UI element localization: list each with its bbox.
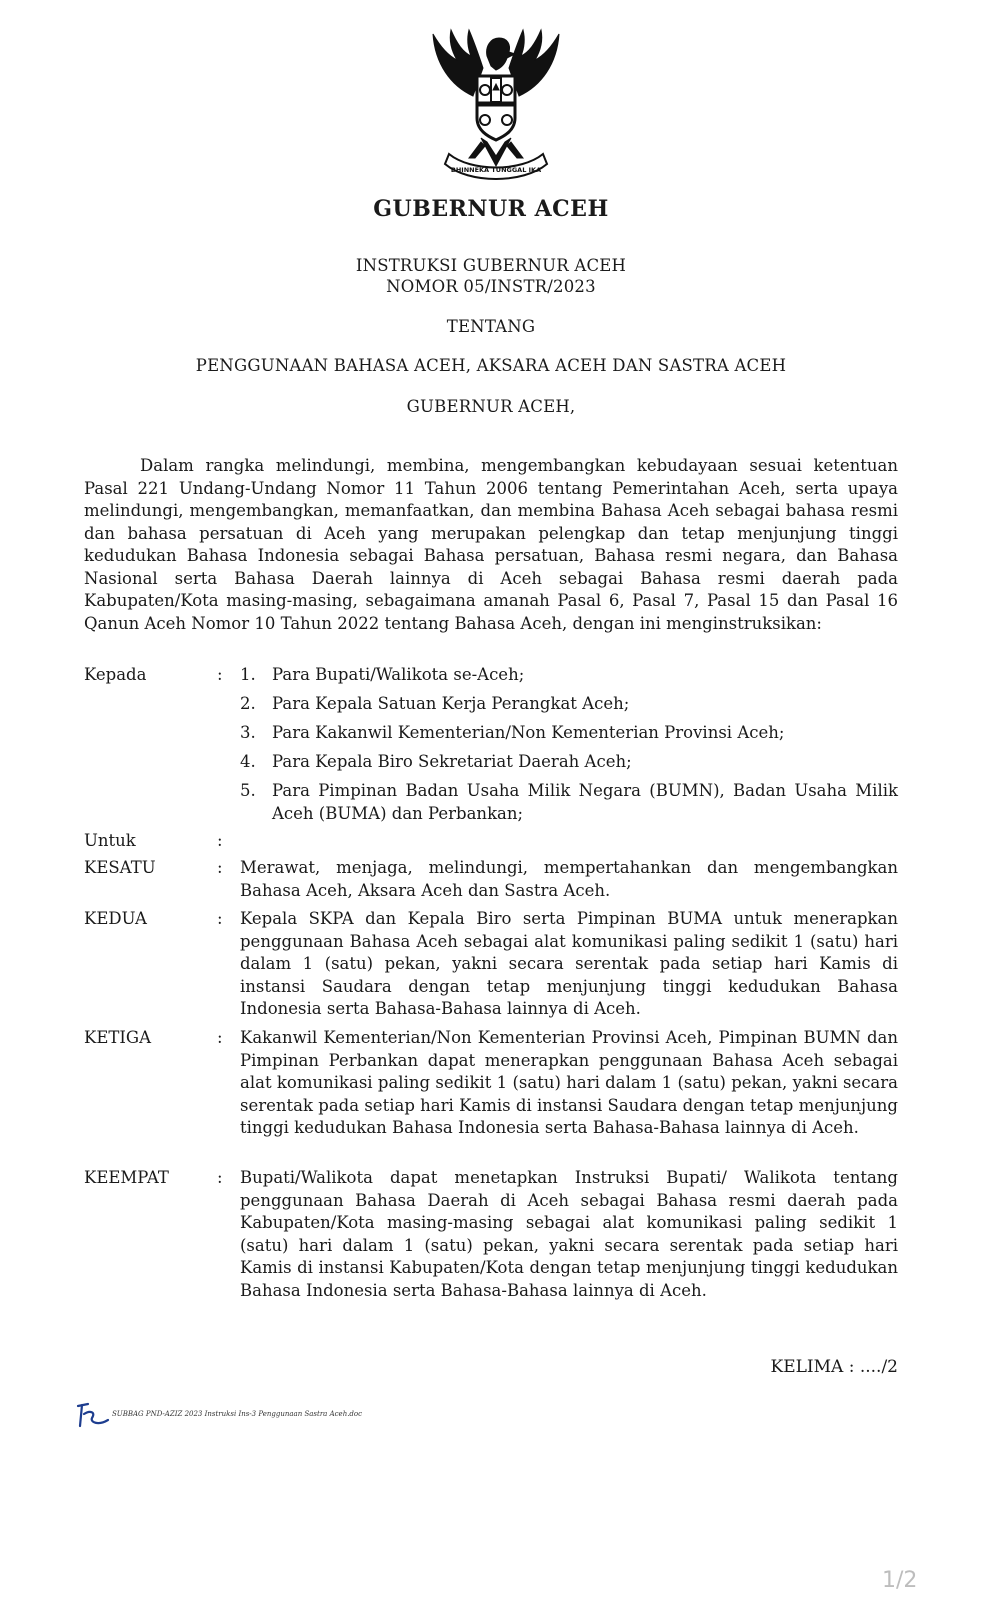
instruction-colon: :	[217, 858, 223, 877]
recipient-text: Para Bupati/Walikota se-Aceh;	[272, 665, 525, 684]
instruction-text: Kakanwil Kementerian/Non Kementerian Provinsi Aceh, Pimpinan BUMN dan Pimpinan Perbankan dapat menerapkan penggunaan Bahasa Aceh sebagai alat komunikasi paling sedikit 1 (satu) hari dalam 1 (satu) pekan, yakni secara serentak pada setiap hari Kamis di instansi Saudara dengan tetap menjunjung tinggi kedudukan Bahasa Indonesia serta Bahasa-Bahasa lainnya di Aceh.	[240, 1028, 898, 1137]
recipients-colon: :	[217, 665, 223, 684]
recipient-number: 4.	[240, 752, 256, 771]
instruction-item	[84, 857, 898, 903]
purpose-label: Untuk	[84, 831, 136, 850]
recipient-text: Para Kepala Satuan Kerja Perangkat Aceh;	[272, 694, 630, 713]
instruction-text: Merawat, menjaga, melindungi, mempertahankan dan mengembangkan Bahasa Aceh, Aksara Aceh dan Sastra Aceh.	[240, 858, 898, 900]
subject-heading: PENGGUNAAN BAHASA ACEH, AKSARA ACEH DAN SASTRA ACEH	[195, 356, 787, 375]
page-indicator: 1/2	[882, 1568, 918, 1593]
instruction-colon: :	[217, 909, 223, 928]
recipient-text: Para Pimpinan Badan Usaha Milik Negara (BUMN), Badan Usaha Milik Aceh (BUMA) dan Perbankan;	[272, 781, 898, 823]
recipients-label: Kepada	[84, 665, 147, 684]
continuation-marker: KELIMA : ..../2	[770, 1357, 898, 1377]
instruction-text: Kepala SKPA dan Kepala Biro serta Pimpinan BUMA untuk menerapkan penggunaan Bahasa Aceh sebagai alat komunikasi paling sedikit 1 (satu) hari dalam 1 (satu) pekan, yakni secara serentak pada setiap hari Kamis di instansi Saudara dengan tetap menjunjung tinggi kedudukan Bahasa Indonesia serta Bahasa-Bahasa lainnya di Aceh.	[240, 909, 898, 1018]
instruction-label: KEDUA	[84, 909, 147, 928]
page-title: GUBERNUR ACEH	[373, 196, 609, 222]
document-type: INSTRUKSI GUBERNUR ACEH	[355, 256, 627, 275]
instruction-text: Bupati/Walikota dapat menetapkan Instruksi Bupati/ Walikota tentang penggunaan Bahasa Daerah di Aceh sebagai Bahasa resmi daerah pada Kabupaten/Kota masing-masing sebagai alat komunikasi paling sedikit 1 (satu) hari dalam 1 (satu) pekan, yakni secara serentak pada setiap hari Kamis di instansi Kabupaten/Kota dengan tetap menjunjung tinggi kedudukan Bahasa Indonesia serta Bahasa-Bahasa lainnya di Aceh.	[240, 1168, 898, 1300]
instruction-label: KESATU	[84, 858, 156, 877]
recipient-number: 1.	[240, 665, 256, 684]
instruction-colon: :	[217, 1168, 223, 1187]
purpose-section	[84, 830, 898, 854]
emblem-motto: BHINNEKA TUNGGAL IKA	[450, 166, 542, 174]
instruction-item	[84, 908, 898, 1022]
document-number: NOMOR 05/INSTR/2023	[386, 277, 596, 296]
recipient-number: 2.	[240, 694, 256, 713]
instruction-colon: :	[217, 1028, 223, 1047]
issuer-heading: GUBERNUR ACEH,	[406, 397, 576, 416]
recipients-section	[84, 664, 898, 824]
instruction-label: KEEMPAT	[84, 1168, 169, 1187]
garuda-emblem-icon	[421, 26, 571, 186]
footer-file-path: SUBBAG PND-AZIZ 2023 Instruksi Ins-3 Penggunaan Sastra Aceh.doc	[112, 1410, 363, 1418]
instruction-label: KETIGA	[84, 1028, 151, 1047]
instruction-item	[84, 1167, 898, 1327]
instruction-item	[84, 1027, 898, 1163]
recipient-text: Para Kepala Biro Sekretariat Daerah Aceh;	[272, 752, 632, 771]
preamble-paragraph: Dalam rangka melindungi, membina, mengembangkan kebudayaan sesuai ketentuan Pasal 221 Undang-Undang Nomor 11 Tahun 2006 tentang Pemerintahan Aceh, serta upaya melindungi, mengembangkan, memanfaatkan, dan membina Bahasa Aceh sebagai bahasa resmi dan bahasa persatuan di Aceh yang merupakan pelengkap dan tetap menjunjung tinggi kedudukan Bahasa Indonesia sebagai Bahasa persatuan, Bahasa resmi negara, dan Bahasa Nasional serta Bahasa Daerah lainnya di Aceh sebagai Bahasa resmi daerah pada Kabupaten/Kota masing-masing, sebagaimana amanah Pasal 6, Pasal 7, Pasal 15 dan Pasal 16 Qanun Aceh Nomor 10 Tahun 2022 tentang Bahasa Aceh, dengan ini menginstruksikan:	[84, 456, 898, 633]
recipient-number: 5.	[240, 781, 256, 800]
recipient-number: 3.	[240, 723, 256, 742]
recipient-text: Para Kakanwil Kementerian/Non Kementerian Provinsi Aceh;	[272, 723, 785, 742]
footer	[74, 1400, 374, 1430]
initials-signature-icon	[74, 1400, 114, 1430]
about-heading: TENTANG	[446, 317, 536, 336]
purpose-colon: :	[217, 831, 223, 850]
